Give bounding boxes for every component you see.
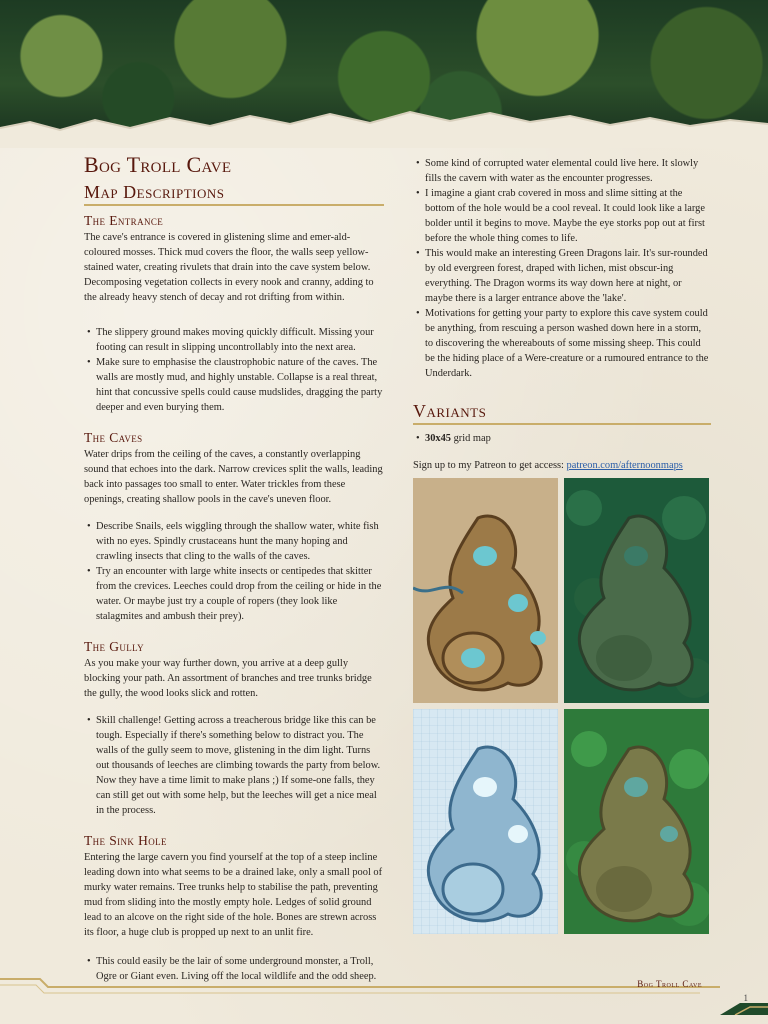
map-image-forest-light [564,709,709,934]
page-number: 1 [743,993,748,1003]
map-thumbnail-blueprint[interactable] [413,709,558,934]
entrance-bullets [84,325,384,415]
patreon-line [413,458,711,473]
entrance-text: The cave's entrance is covered in glistening slime and emer-ald-coloured mosses. Thick mud covers the floor, the walls seep yellow-stained water, creating rivulets that drain into the cave system below. Decomposing vegetation collects in every nook and cranny, adding to the already heavy stench of decay and rot drifting from within. [84,232,374,303]
list-item: • This would make an interesting Green Dragons lair. It's sur-rounded by old evergreen forest, draped with lichen, mist obscur-ing everything. The Dragon worms its way down here at night, or maybe there is a larger entrance above the 'lake'. [413,246,711,306]
list-item: • I imagine a giant crab covered in moss and slime sitting at the bottom of the hole would be a cool reveal. It could look like a large bolder until it begins to move. Maybe the eye storks pop out at first before the whole thing comes to life. [413,186,711,246]
caves-text: Water drips from the ceiling of the caves, a constantly overlapping sound that echoes into the dark. Narrow crevices split the walls, leading back into passages too small to enter. Water trickles from these openings, creating shallow pools in the cave's uneven floor. [84,449,383,505]
list-item: • Motivations for getting your party to explore this cave system could be anything, from rescuing a person washed down here in a storm, to discovering the whereabouts of some missing sheep. This could be the hiding place of a Were-creature or a rumoured entrance to the Underdark. [413,306,711,381]
heading-the-caves: The Caves [84,430,143,445]
document-title: Bog Troll Cave [84,152,232,177]
sinkhole-ideas-bullets [413,156,711,381]
list-item: • The slippery ground makes moving quickly difficult. Missing your footing can result in slipping uncontrollably into the next area. [84,325,384,355]
list-item: • This could easily be the lair of some underground monster, a Troll, Ogre or Giant even. Living off the local wildlife and the odd sheep. [84,954,384,984]
list-item [413,431,711,446]
list-item: • Some kind of corrupted water elemental could live here. It slowly fills the cavern with water as the encounter progresses. [413,156,711,186]
map-image-blueprint [413,709,558,934]
list-item: • Try an encounter with large white insects or centipedes that skitter from the crevices. Leeches could drop from the ceiling or hide in the water. Or maybe just try a couple of ropers (they look like stalagmites and ambush their prey). [84,564,384,624]
grid-label: grid map [450,433,491,444]
section-heading-variants: Variants [413,399,711,425]
map-variant-gallery [413,478,709,934]
list-item: • Make sure to emphasise the claustrophobic nature of the caves. The walls are mostly mud, and highly unstable. Collapse is a real threat, hint that concussive spells could cause mudslides, dragging the party deeper and even burying them. [84,355,384,415]
section-heading-map-descriptions: Map Descriptions [84,180,384,206]
list-item: • Skill challenge! Getting across a treacherous bridge like this can be tough. Especially if there's something below to distract you. The walls of the gully seem to move, glistening in the dim light. Turns out thousands of leeches are climbing towards the party from below. Now they have a time limit to make plans ;) If some-one falls, they can still get out with some help, but the leeches will get a nice meal in the process. [84,713,384,818]
left-column [84,150,384,984]
map-image-parchment [413,478,558,703]
map-thumbnail-parchment[interactable] [413,478,558,703]
patreon-text: Sign up to my Patreon to get access: [413,460,567,471]
list-item: • Describe Snails, eels wiggling through the shallow water, white fish with no eyes. Spindly crustaceans hunt the many hoping and crawling insects that cling to the walls of the caves. [84,519,384,564]
variants-list [413,431,711,446]
gully-text: As you make your way further down, you arrive at a deep gully blocking your path. An assortment of branches and tree trunks bridge the gully, the wood looks slick and rotten. [84,658,372,699]
heading-the-gully: The Gully [84,639,145,654]
torn-paper-edge [0,108,768,148]
patreon-link[interactable]: patreon.com/afternoonmaps [566,460,683,471]
right-column [413,156,711,473]
sinkhole-text: Entering the large cavern you find yourself at the top of a steep incline leading down into what seems to be a drained lake, only a small pool of murky water remains. Tree trunks help to stabilise the path, preventing mud from sliding into the mostly empty hole. Ledges of solid ground lead to an alcove on the right side of the hole. Bones are strewn across its floor, a huge club is propped up next to an unlit fire. [84,852,383,938]
caves-bullets [84,519,384,624]
footer-title: Bog Troll Cave [637,979,702,989]
grid-size: 30x45 [425,433,451,444]
map-thumbnail-forest-dark[interactable] [564,478,709,703]
heading-the-entrance: The Entrance [84,213,164,228]
heading-the-sink-hole: The Sink Hole [84,833,167,848]
gully-bullets [84,713,384,818]
map-thumbnail-forest-light[interactable] [564,709,709,934]
map-image-forest-dark [564,478,709,703]
